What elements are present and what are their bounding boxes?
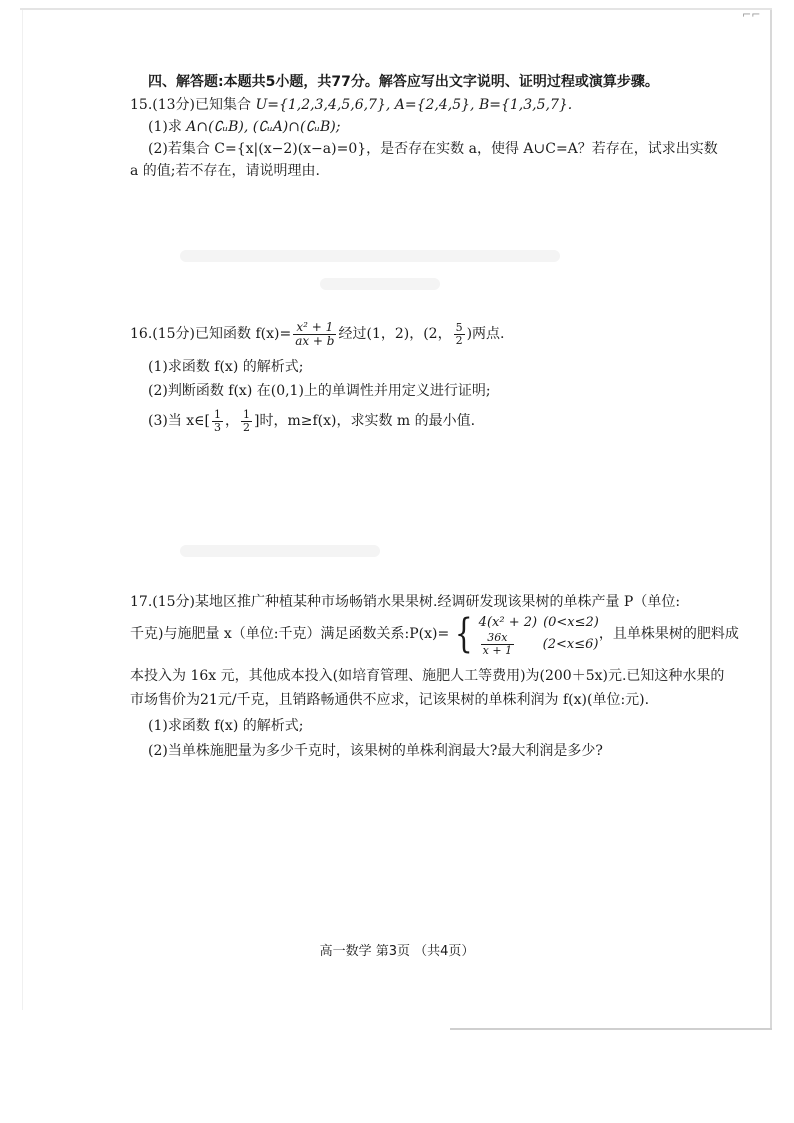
q16-frac-numerator: x² + 1	[296, 319, 334, 334]
q16-point-numerator: 5	[455, 320, 463, 334]
piecewise-row-2	[479, 631, 599, 657]
q16-interval-comma: ，	[225, 413, 240, 429]
q16-interval-low	[212, 409, 223, 434]
q17-piecewise-function	[449, 612, 599, 656]
q16-part2: (2)判断函数 f(x) 在(0,1)上的单调性并用定义进行证明;	[148, 383, 491, 399]
piecewise-rows	[479, 612, 599, 656]
q16-low-denominator: 3	[214, 420, 222, 434]
q15-part2-line1: (2)若集合 C={x|(x−2)(x−a)=0}，是否存在实数 a，使得 A∪C=A？若存在，试求出实数	[148, 141, 718, 157]
piecewise-cond-2: (2<x≤6)	[542, 637, 599, 652]
q15-part1-expr: A∩(∁ᵤB), (∁ᵤA)∩(∁ᵤB);	[181, 119, 341, 135]
q15-stem-prefix: 15.(13分)已知集合	[130, 97, 252, 113]
piecewise-cond-1: (0<x≤2)	[543, 615, 599, 630]
q16-point-fraction	[454, 322, 465, 347]
bleed-through-mark	[180, 250, 560, 262]
q17-line2	[130, 610, 739, 658]
q16-stem-mid: 经过(1，2)，(2，	[338, 326, 452, 342]
q17-line4: 市场售价为21元/千克，且销路畅通供不应求，记该果树的单株利润为 f(x)(单位:元).	[130, 692, 650, 708]
scan-edge-top	[20, 8, 772, 10]
q17-line2-prefix: 千克)与施肥量 x（单位:千克）满足函数关系:P(x)=	[130, 626, 450, 642]
q15-part1	[148, 117, 340, 137]
q17-part2: (2)当单株施肥量为多少千克时，该果树的单株利润最大?最大利润是多少?	[148, 743, 603, 759]
q16-high-denominator: 2	[243, 420, 251, 434]
q17-line1: 17.(15分)某地区推广种植某种市场畅销水果果树.经调研发现该果树的单株产量 P（单位:	[130, 594, 681, 610]
q17-line3: 本投入为 16x 元，其他成本投入(如培育管理、施肥人工等费用)为(200＋5x)元.已知这种水果的	[130, 668, 725, 684]
q16-part3-suffix: ]时，m≥f(x)，求实数 m 的最小值.	[254, 413, 476, 429]
scan-edge-left	[22, 10, 23, 1010]
q15-part2-line2: a 的值;若不存在，请说明理由.	[130, 163, 320, 179]
q16-part3	[148, 404, 475, 438]
q16-function-fraction	[293, 321, 336, 348]
q16-stem-prefix: 16.(15分)已知函数 f(x)=	[130, 326, 292, 342]
q16-low-numerator: 1	[214, 407, 222, 421]
piecewise-fraction	[481, 632, 514, 657]
piecewise-frac-denominator: x + 1	[482, 644, 513, 657]
q15-stem	[130, 95, 572, 115]
q16-stem	[130, 318, 505, 350]
bleed-through-mark	[180, 545, 380, 557]
q16-point-denominator: 2	[455, 333, 463, 347]
bleed-through-mark	[320, 278, 440, 290]
q16-frac-denominator: ax + b	[295, 333, 335, 348]
section-heading: 四、解答题:本题共5小题，共77分。解答应写出文字说明、证明过程或演算步骤。	[148, 74, 659, 90]
scan-corner-mark: ⌐⌐	[742, 8, 761, 21]
q16-part3-prefix: (3)当 x∈[	[148, 413, 211, 429]
q16-interval-high	[241, 409, 252, 434]
q16-stem-end: )两点.	[466, 326, 505, 342]
q16-high-numerator: 1	[243, 407, 251, 421]
q15-sets: U={1,2,3,4,5,6,7}, A={2,4,5}, B={1,3,5,7}.	[251, 97, 573, 113]
piecewise-frac-numerator: 36x	[487, 631, 508, 644]
q15-part1-label: (1)求	[148, 119, 182, 135]
q17-part1: (1)求函数 f(x) 的解析式;	[148, 718, 304, 734]
q16-part1: (1)求函数 f(x) 的解析式;	[148, 359, 304, 375]
piecewise-expr-2	[479, 621, 537, 669]
piecewise-brace-icon: {	[455, 611, 473, 657]
piecewise-expr-1: 4(x² + 2)	[478, 615, 538, 630]
scan-edge-right	[770, 10, 772, 1030]
page-footer: 高一数学 第3页 （共4页）	[319, 944, 475, 959]
q17-line2-suffix: ，且单株果树的肥料成	[598, 626, 739, 642]
scan-edge-bottom	[450, 1028, 772, 1030]
